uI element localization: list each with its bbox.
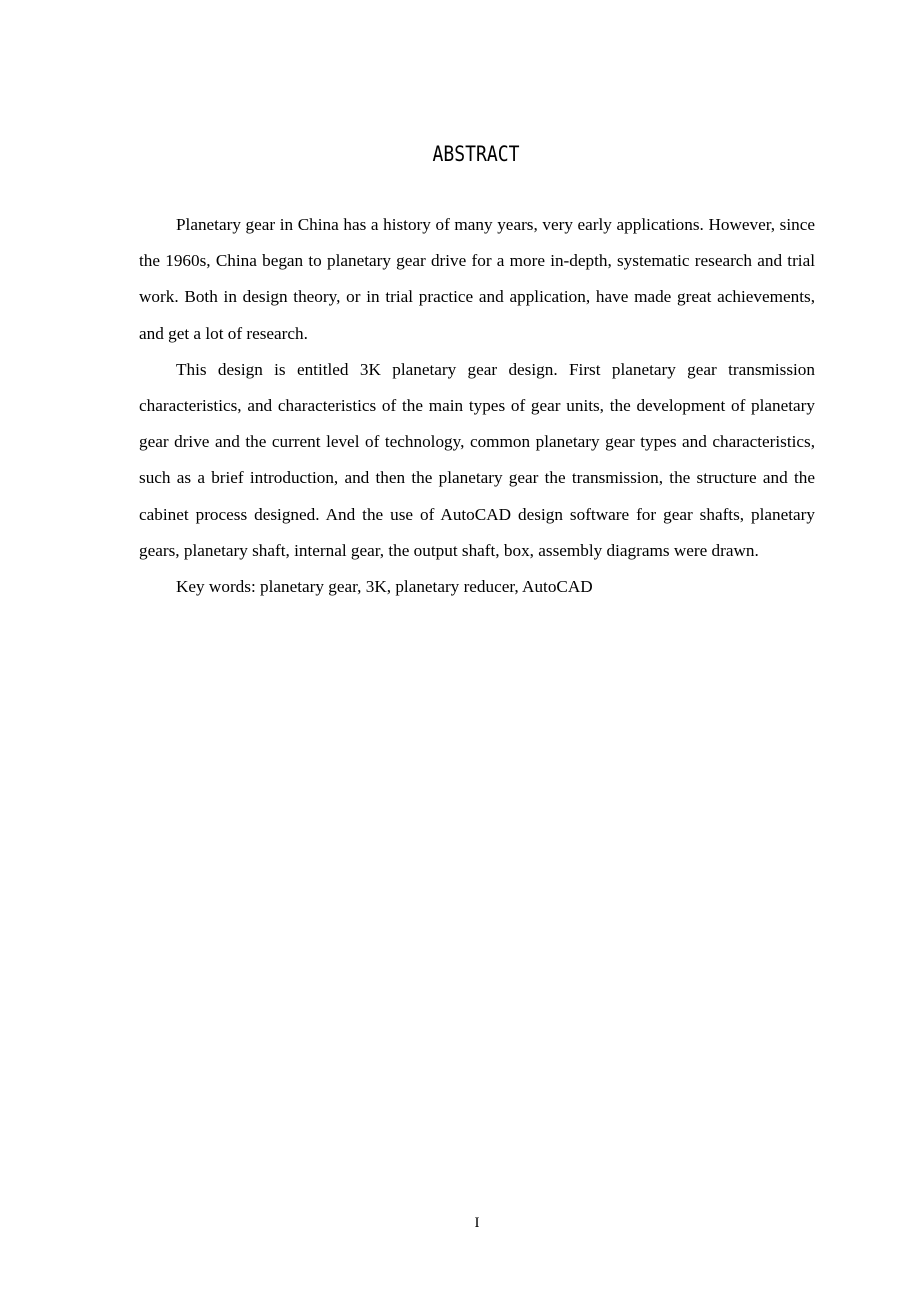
- abstract-title: ABSTRACT: [432, 142, 520, 166]
- abstract-paragraph-2: This design is entitled 3K planetary gear design. First planetary gear transmission characteristics, and characteristics of the main types of gear units, the development of planetary gear drive and the current level of technology, common planetary gear types and characteristics, such as a brief introduction, and then the planetary gear the transmission, the structure and the cabinet process designed. And the use of AutoCAD design software for gear shafts, planetary gears, planetary shaft, internal gear, the output shaft, box, assembly diagrams were drawn.: [139, 359, 815, 560]
- page-number: I: [474, 1215, 480, 1231]
- abstract-paragraph-1: Planetary gear in China has a history of many years, very early applications. However, since the 1960s, China began to planetary gear drive for a more in-depth, systematic research and trial work. Both in design theory, or in trial practice and application, have made great achievements, and get a lot of research.: [139, 215, 815, 343]
- abstract-body: [139, 207, 815, 605]
- keywords-line: Key words: planetary gear, 3K, planetary reducer, AutoCAD: [176, 577, 593, 597]
